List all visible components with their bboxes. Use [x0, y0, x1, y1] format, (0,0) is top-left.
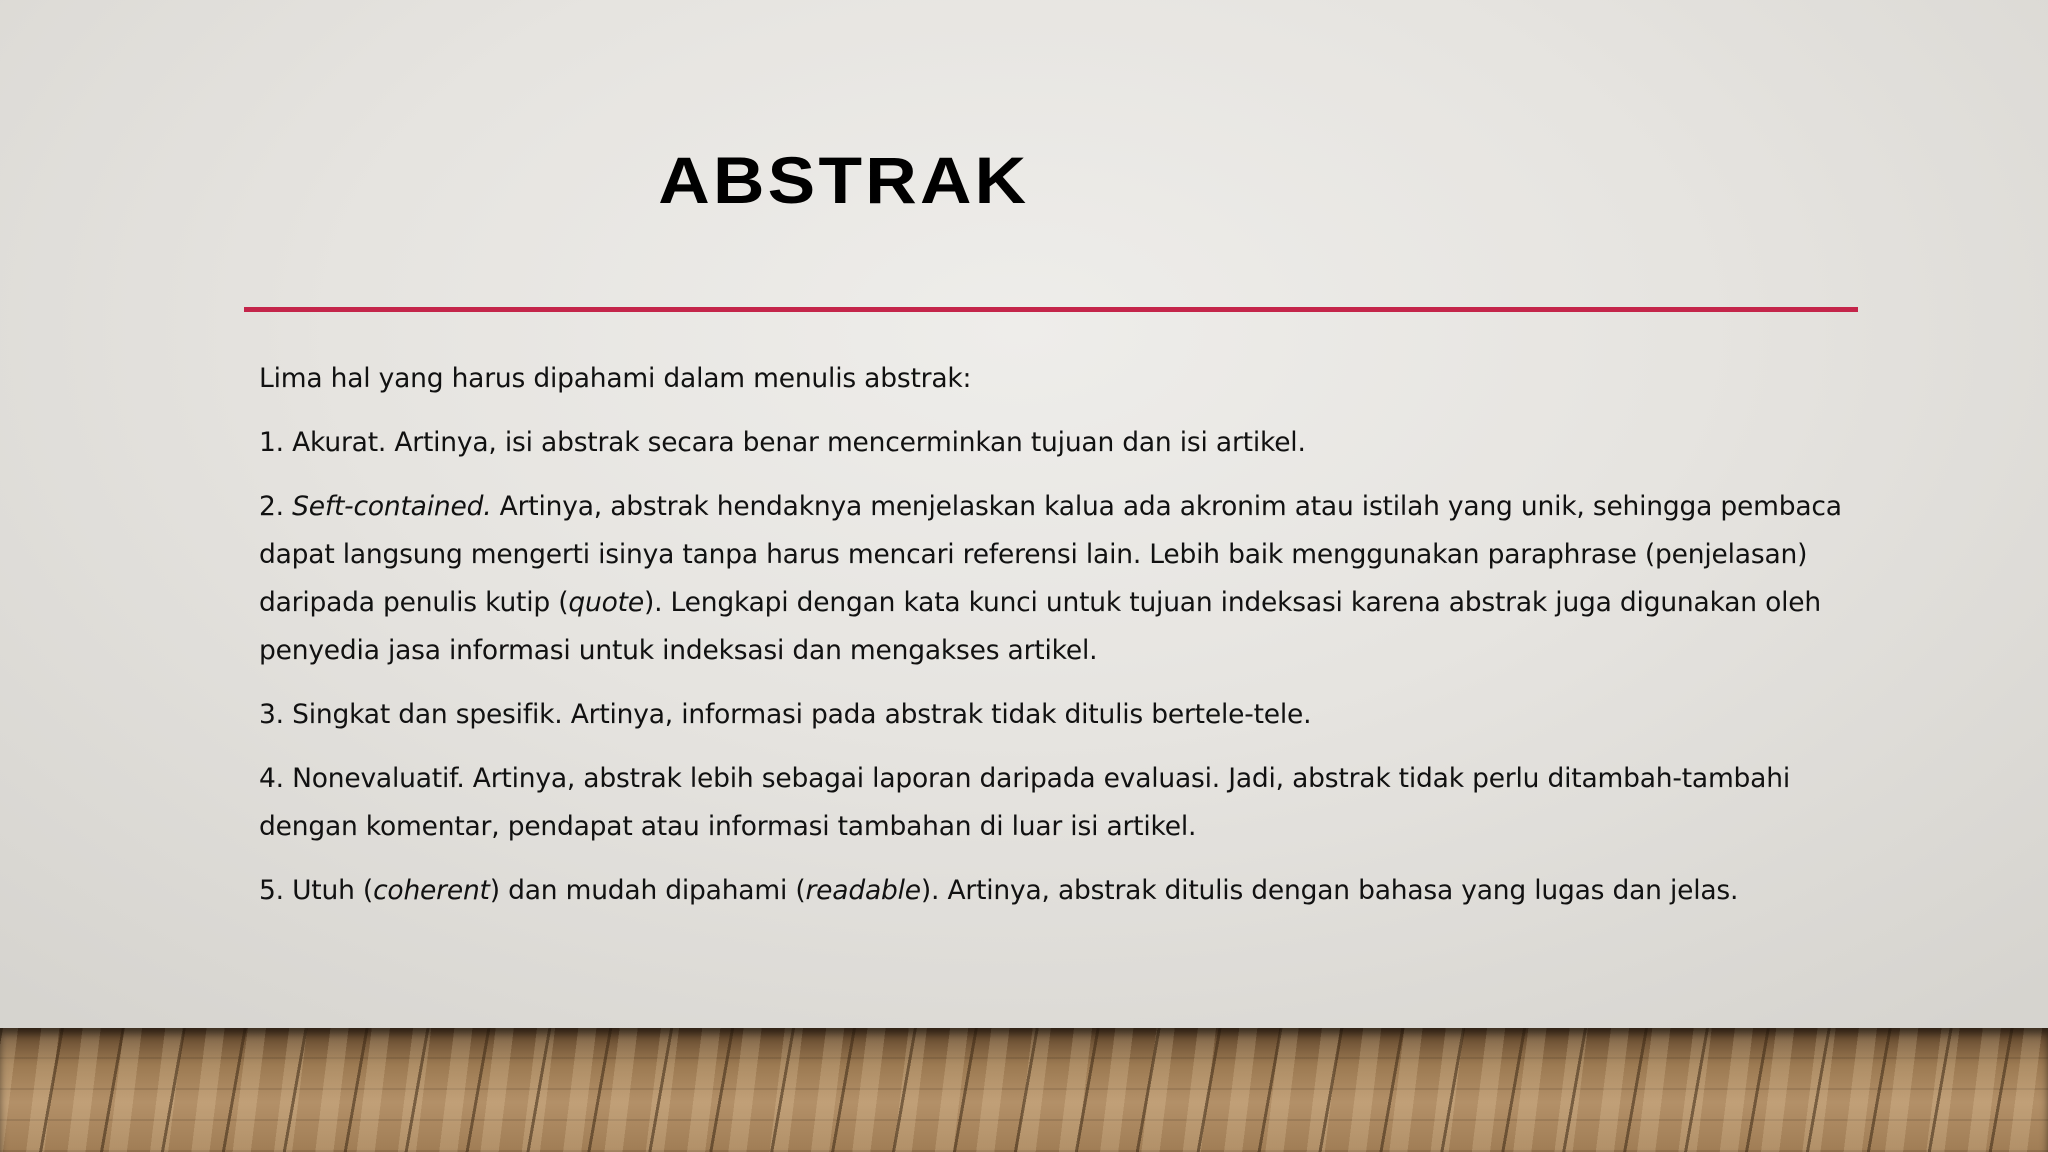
list-item — [259, 691, 1859, 739]
item-text: Artinya, abstrak hendaknya menjelaskan kalua ada akronim atau istilah yang unik, sehingga pembaca dapat langsung mengerti isinya tanpa harus mencari referensi lain. Lebih baik menggunakan paraphrase (penjelasan) daripada penulis kutip ( — [259, 491, 1842, 618]
item-text: ). Artinya, abstrak ditulis dengan bahasa yang lugas dan jelas. — [920, 875, 1739, 906]
italic-term: Seft-contained. — [292, 491, 492, 522]
slide-title-text: ABSTRAK — [658, 143, 1030, 217]
italic-term: quote — [568, 587, 644, 618]
slide-title — [0, 130, 2048, 230]
slide-body — [259, 355, 1859, 931]
italic-term: readable — [805, 875, 921, 906]
item-text: ) dan mudah dipahami ( — [489, 875, 806, 906]
item-text: 2. — [259, 491, 293, 522]
list-item — [259, 867, 1859, 915]
item-text: ). Lengkapi dengan kata kunci untuk tujuan indeksasi karena abstrak juga digunakan oleh penyedia jasa informasi untuk indeksasi dan mengakses artikel. — [259, 587, 1821, 666]
item-text: 3. Singkat dan spesifik. Artinya, informasi pada abstrak tidak ditulis bertele-tele. — [259, 699, 1312, 730]
item-list — [259, 419, 1859, 915]
intro-text: Lima hal yang harus dipahami dalam menulis abstrak: — [259, 363, 972, 394]
list-item — [259, 483, 1859, 675]
item-text: 1. Akurat. Artinya, isi abstrak secara benar mencerminkan tujuan dan isi artikel. — [259, 427, 1306, 458]
list-item — [259, 419, 1859, 467]
list-item — [259, 755, 1859, 851]
italic-term: coherent — [373, 875, 490, 906]
item-text: 4. Nonevaluatif. Artinya, abstrak lebih sebagai laporan daripada evaluasi. Jadi, abstrak tidak perlu ditambah-tambahi dengan komentar, pendapat atau informasi tambahan di luar isi artikel. — [259, 763, 1790, 842]
title-divider — [244, 307, 1858, 312]
wooden-floor-decoration — [0, 1028, 2048, 1152]
item-text: 5. Utuh ( — [259, 875, 374, 906]
